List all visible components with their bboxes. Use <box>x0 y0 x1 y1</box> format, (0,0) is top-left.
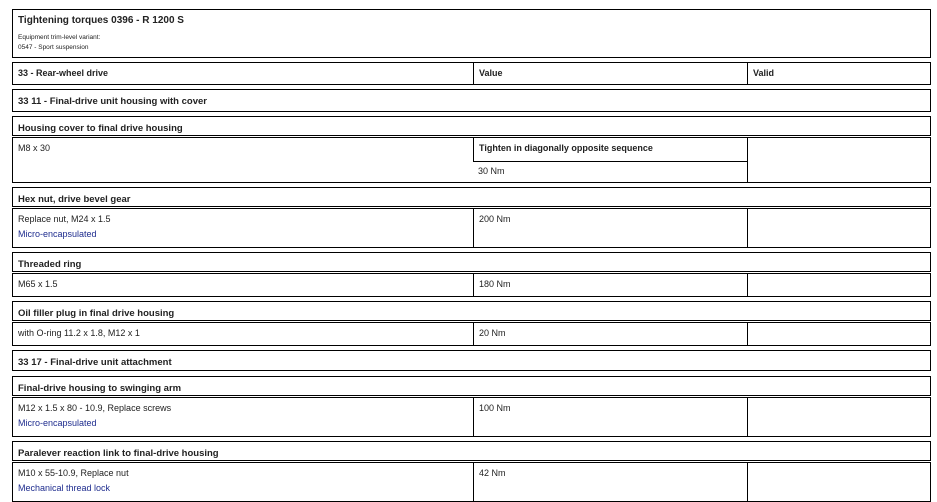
column-header-valid: Valid <box>747 63 930 84</box>
spec-text: M10 x 55-10.9, Replace nut <box>18 468 129 478</box>
instruction-cell: Tighten in diagonally opposite sequence <box>473 138 747 161</box>
valid-cell <box>747 138 930 182</box>
section-header-3317: 33 17 - Final-drive unit attachment <box>12 350 931 371</box>
document-header <box>12 9 931 58</box>
valid-cell <box>747 398 930 436</box>
value-cell: 200 Nm <box>473 209 747 247</box>
spec-text: Replace nut, M24 x 1.5 <box>18 214 111 224</box>
subsection-header-swinging-arm: Final-drive housing to swinging arm <box>12 376 931 396</box>
column-header-row <box>12 62 931 85</box>
spec-text: M12 x 1.5 x 80 - 10.9, Replace screws <box>18 403 172 413</box>
value-cell: 100 Nm <box>473 398 747 436</box>
spec-cell: M65 x 1.5 <box>18 279 58 289</box>
valid-cell <box>747 463 930 501</box>
variant-label: Equipment trim-level variant: <box>18 34 101 41</box>
spec-cell <box>13 398 473 436</box>
value-cell: 30 Nm <box>478 166 505 176</box>
value-cell: 42 Nm <box>473 463 747 501</box>
variant-value: 0547 - Sport suspension <box>18 44 89 51</box>
valid-cell <box>747 274 930 296</box>
value-cell: 20 Nm <box>473 323 747 345</box>
valid-cell <box>747 323 930 345</box>
subsection-header-threaded-ring: Threaded ring <box>12 252 931 272</box>
page-title: Tightening torques 0396 - R 1200 S <box>18 15 184 26</box>
spec-cell <box>13 463 473 501</box>
column-header-group: 33 - Rear-wheel drive <box>18 68 109 78</box>
subsection-header-housing-cover: Housing cover to final drive housing <box>12 116 931 136</box>
subsection-header-paralever: Paralever reaction link to final-drive housing <box>12 441 931 461</box>
spec-cell: M8 x 30 <box>18 143 51 153</box>
note-text: Mechanical thread lock <box>18 483 111 493</box>
valid-cell <box>747 209 930 247</box>
table-row-hex-nut <box>12 208 931 248</box>
spec-cell: with O-ring 11.2 x 1.8, M12 x 1 <box>18 328 140 338</box>
table-row-paralever <box>12 462 931 502</box>
value-cell: 180 Nm <box>473 274 747 296</box>
table-row-housing-cover <box>12 137 931 183</box>
spec-cell <box>13 209 473 247</box>
note-text: Micro-encapsulated <box>18 229 97 239</box>
subsection-header-hex-nut: Hex nut, drive bevel gear <box>12 187 931 207</box>
note-text: Micro-encapsulated <box>18 418 97 428</box>
table-row-threaded-ring <box>12 273 931 297</box>
table-row-oil-filler-plug <box>12 322 931 346</box>
table-row-swinging-arm <box>12 397 931 437</box>
subsection-header-oil-filler-plug: Oil filler plug in final drive housing <box>12 301 931 321</box>
section-header-3311: 33 11 - Final-drive unit housing with cover <box>12 89 931 112</box>
column-header-value: Value <box>473 63 747 84</box>
